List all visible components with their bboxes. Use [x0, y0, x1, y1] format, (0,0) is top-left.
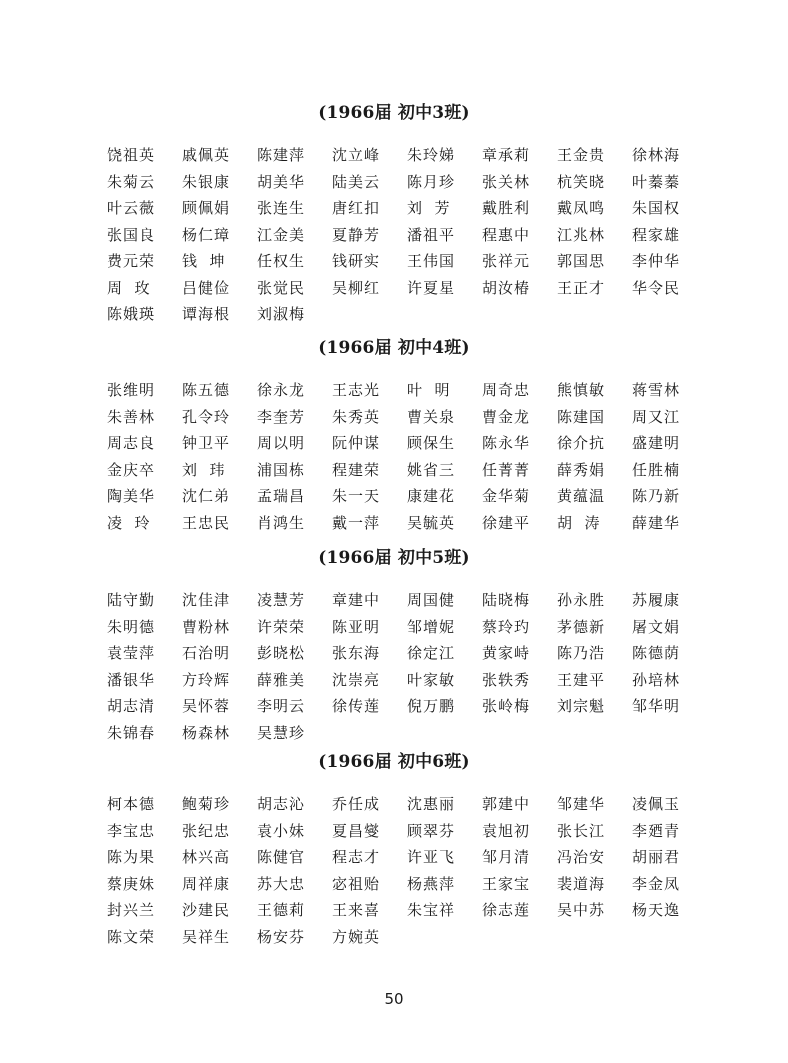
student-name: 黄蕴温: [557, 487, 606, 506]
student-name: 张轶秀: [482, 670, 531, 689]
student-name: 杨安芬: [257, 927, 306, 946]
student-name: 任胜楠: [632, 460, 681, 479]
name-grid: [107, 791, 707, 950]
name-row: [107, 142, 707, 169]
student-name: 刘 芳: [407, 199, 451, 218]
student-name: 凌慧芳: [257, 591, 306, 610]
name-row: [107, 457, 707, 484]
student-name: 康建花: [407, 487, 456, 506]
student-name: 茅德新: [557, 617, 606, 636]
student-name: 徐定江: [407, 644, 456, 663]
student-name: 王忠民: [182, 513, 231, 532]
class-section-3: [0, 102, 788, 328]
student-name: 江金美: [257, 225, 306, 244]
student-name: 章建中: [332, 591, 381, 610]
student-name: 王正才: [557, 278, 606, 297]
name-row: [107, 430, 707, 457]
student-name: 薛雅美: [257, 670, 306, 689]
student-name: 许亚飞: [407, 848, 456, 867]
student-name: 曹粉林: [182, 617, 231, 636]
student-name: 刘宗魁: [557, 697, 606, 716]
student-name: 费元荣: [107, 252, 156, 271]
student-name: 陈为果: [107, 848, 156, 867]
student-name: 方婉英: [332, 927, 381, 946]
student-name: 周以明: [257, 434, 306, 453]
section-title: (1966届 初中5班): [318, 548, 470, 568]
student-name: 张连生: [257, 199, 306, 218]
student-name: 叶蓁蓁: [632, 172, 681, 191]
student-name: 曹金龙: [482, 407, 531, 426]
student-name: 徐永龙: [257, 381, 306, 400]
student-name: 吴慧珍: [257, 723, 306, 742]
student-name: 徐介抗: [557, 434, 606, 453]
student-name: 杨森林: [182, 723, 231, 742]
student-name: 倪万鹏: [407, 697, 456, 716]
student-name: 陈文荣: [107, 927, 156, 946]
student-name: 夏昌燮: [332, 821, 381, 840]
student-name: 孙培林: [632, 670, 681, 689]
student-name: 徐建平: [482, 513, 531, 532]
student-name: 沈立峰: [332, 146, 381, 165]
student-name: 陆守勤: [107, 591, 156, 610]
name-row: [107, 248, 707, 275]
student-name: 阮仲谋: [332, 434, 381, 453]
student-name: 徐志莲: [482, 901, 531, 920]
student-name: 吴中苏: [557, 901, 606, 920]
student-name: 苏履康: [632, 591, 681, 610]
student-name: 王德莉: [257, 901, 306, 920]
student-name: 孙永胜: [557, 591, 606, 610]
student-name: 郭国思: [557, 252, 606, 271]
student-name: 钟卫平: [182, 434, 231, 453]
student-name: 陆美云: [332, 172, 381, 191]
name-row: [107, 587, 707, 614]
student-name: 胡志清: [107, 697, 156, 716]
student-name: 陈永华: [482, 434, 531, 453]
student-name: 陈五德: [182, 381, 231, 400]
student-name: 金华菊: [482, 487, 531, 506]
class-section-5: [0, 547, 788, 746]
page-number: 50: [384, 990, 404, 1008]
student-name: 钱研实: [332, 252, 381, 271]
student-name: 叶家敏: [407, 670, 456, 689]
student-name: 陆晓梅: [482, 591, 531, 610]
student-name: 谭海根: [182, 305, 231, 324]
student-name: 孔令玲: [182, 407, 231, 426]
name-row: [107, 404, 707, 431]
student-name: 陈建萍: [257, 146, 306, 165]
student-name: 胡志沁: [257, 795, 306, 814]
student-name: 任权生: [257, 252, 306, 271]
name-row: [107, 720, 707, 747]
student-name: 朱明德: [107, 617, 156, 636]
student-name: 薛秀娟: [557, 460, 606, 479]
name-row: [107, 844, 707, 871]
student-name: 程惠中: [482, 225, 531, 244]
student-name: 朱善林: [107, 407, 156, 426]
student-name: 袁莹萍: [107, 644, 156, 663]
student-name: 朱国权: [632, 199, 681, 218]
name-row: [107, 614, 707, 641]
student-name: 浦国栋: [257, 460, 306, 479]
student-name: 刘 玮: [182, 460, 226, 479]
student-name: 张长江: [557, 821, 606, 840]
student-name: 李仲华: [632, 252, 681, 271]
student-name: 鲍菊珍: [182, 795, 231, 814]
student-name: 周国健: [407, 591, 456, 610]
name-grid: [107, 377, 707, 536]
student-name: 朱宝祥: [407, 901, 456, 920]
name-row: [107, 275, 707, 302]
student-name: 陈健官: [257, 848, 306, 867]
name-grid: [107, 587, 707, 746]
student-name: 王志光: [332, 381, 381, 400]
student-name: 张国良: [107, 225, 156, 244]
student-name: 顾保生: [407, 434, 456, 453]
student-name: 戴一萍: [332, 513, 381, 532]
student-name: 张祥元: [482, 252, 531, 271]
section-title: (1966届 初中3班): [318, 103, 470, 123]
student-name: 朱菊云: [107, 172, 156, 191]
student-name: 钱 坤: [182, 252, 226, 271]
student-name: 程志才: [332, 848, 381, 867]
student-name: 曹关泉: [407, 407, 456, 426]
student-name: 陈乃浩: [557, 644, 606, 663]
student-name: 陈亚明: [332, 617, 381, 636]
student-name: 薛建华: [632, 513, 681, 532]
student-name: 唐红扣: [332, 199, 381, 218]
name-row: [107, 897, 707, 924]
class-section-4: [0, 337, 788, 536]
student-name: 盛建明: [632, 434, 681, 453]
student-name: 朱玲娣: [407, 146, 456, 165]
student-name: 蔡庚妹: [107, 874, 156, 893]
student-name: 戴凤鸣: [557, 199, 606, 218]
student-name: 周志良: [107, 434, 156, 453]
student-name: 饶祖英: [107, 146, 156, 165]
name-row: [107, 222, 707, 249]
student-name: 宓祖贻: [332, 874, 381, 893]
student-name: 华令民: [632, 278, 681, 297]
student-name: 周奇忠: [482, 381, 531, 400]
student-name: 朱锦春: [107, 723, 156, 742]
student-name: 吴柳红: [332, 278, 381, 297]
name-row: [107, 510, 707, 537]
student-name: 王建平: [557, 670, 606, 689]
student-name: 黄家峙: [482, 644, 531, 663]
student-name: 江兆林: [557, 225, 606, 244]
student-name: 刘淑梅: [257, 305, 306, 324]
student-name: 李宝忠: [107, 821, 156, 840]
student-name: 熊慎敏: [557, 381, 606, 400]
student-name: 张纪忠: [182, 821, 231, 840]
student-name: 任菁菁: [482, 460, 531, 479]
student-name: 张岭梅: [482, 697, 531, 716]
student-name: 顾佩娟: [182, 199, 231, 218]
name-row: [107, 640, 707, 667]
student-name: 王金贵: [557, 146, 606, 165]
name-row: [107, 377, 707, 404]
student-name: 金庆卒: [107, 460, 156, 479]
student-name: 吕健俭: [182, 278, 231, 297]
class-section-6: [0, 751, 788, 950]
student-name: 戚佩英: [182, 146, 231, 165]
student-name: 张维明: [107, 381, 156, 400]
student-name: 夏静芳: [332, 225, 381, 244]
student-name: 胡美华: [257, 172, 306, 191]
student-name: 沈仁弟: [182, 487, 231, 506]
student-name: 胡丽君: [632, 848, 681, 867]
student-name: 王家宝: [482, 874, 531, 893]
student-name: 彭晓松: [257, 644, 306, 663]
name-row: [107, 818, 707, 845]
student-name: 陶美华: [107, 487, 156, 506]
name-row: [107, 169, 707, 196]
student-name: 徐传莲: [332, 697, 381, 716]
student-name: 邹增妮: [407, 617, 456, 636]
student-name: 柯本德: [107, 795, 156, 814]
student-name: 叶 明: [407, 381, 451, 400]
student-name: 张关林: [482, 172, 531, 191]
student-name: 孟瑞昌: [257, 487, 306, 506]
student-name: 徐林海: [632, 146, 681, 165]
student-name: 肖鸿生: [257, 513, 306, 532]
student-name: 沈惠丽: [407, 795, 456, 814]
student-name: 沙建民: [182, 901, 231, 920]
student-name: 冯治安: [557, 848, 606, 867]
student-name: 王伟国: [407, 252, 456, 271]
student-name: 杨燕萍: [407, 874, 456, 893]
student-name: 李廼青: [632, 821, 681, 840]
name-row: [107, 693, 707, 720]
student-name: 李金凤: [632, 874, 681, 893]
student-name: 朱银康: [182, 172, 231, 191]
section-title: (1966届 初中6班): [318, 752, 470, 772]
student-name: 戴胜利: [482, 199, 531, 218]
student-name: 周又江: [632, 407, 681, 426]
student-name: 周祥康: [182, 874, 231, 893]
student-name: 许夏星: [407, 278, 456, 297]
student-name: 郭建中: [482, 795, 531, 814]
student-name: 邹华明: [632, 697, 681, 716]
name-row: [107, 924, 707, 951]
student-name: 章承莉: [482, 146, 531, 165]
student-name: 蔡玲玓: [482, 617, 531, 636]
section-title: (1966届 初中4班): [318, 338, 470, 358]
student-name: 周 玫: [107, 278, 151, 297]
student-name: 陈月珍: [407, 172, 456, 191]
student-name: 林兴高: [182, 848, 231, 867]
student-name: 胡 涛: [557, 513, 601, 532]
name-row: [107, 195, 707, 222]
student-name: 封兴兰: [107, 901, 156, 920]
student-name: 王来喜: [332, 901, 381, 920]
student-name: 李奎芳: [257, 407, 306, 426]
student-name: 陈娥瑛: [107, 305, 156, 324]
student-name: 程家雄: [632, 225, 681, 244]
student-name: 杨仁璋: [182, 225, 231, 244]
student-name: 陈德荫: [632, 644, 681, 663]
student-name: 凌 玲: [107, 513, 151, 532]
student-name: 陈乃新: [632, 487, 681, 506]
name-row: [107, 871, 707, 898]
student-name: 吴祥生: [182, 927, 231, 946]
student-name: 李明云: [257, 697, 306, 716]
student-name: 吴怀蓉: [182, 697, 231, 716]
student-name: 杭笑晓: [557, 172, 606, 191]
student-name: 潘银华: [107, 670, 156, 689]
student-name: 胡汝椿: [482, 278, 531, 297]
name-row: [107, 667, 707, 694]
student-name: 朱秀英: [332, 407, 381, 426]
student-name: 邹建华: [557, 795, 606, 814]
student-name: 叶云薇: [107, 199, 156, 218]
student-name: 潘祖平: [407, 225, 456, 244]
student-name: 顾翠芬: [407, 821, 456, 840]
name-row: [107, 483, 707, 510]
student-name: 程建荣: [332, 460, 381, 479]
student-name: 许荣荣: [257, 617, 306, 636]
student-name: 姚省三: [407, 460, 456, 479]
name-grid: [107, 142, 707, 328]
student-name: 方玲辉: [182, 670, 231, 689]
student-name: 石治明: [182, 644, 231, 663]
student-name: 沈佳津: [182, 591, 231, 610]
name-row: [107, 791, 707, 818]
student-name: 苏大忠: [257, 874, 306, 893]
name-row: [107, 301, 707, 328]
student-name: 裴道海: [557, 874, 606, 893]
student-name: 乔任成: [332, 795, 381, 814]
student-name: 杨天逸: [632, 901, 681, 920]
student-name: 蒋雪林: [632, 381, 681, 400]
student-name: 沈崇亮: [332, 670, 381, 689]
student-name: 张觉民: [257, 278, 306, 297]
student-name: 屠文娟: [632, 617, 681, 636]
student-name: 凌佩玉: [632, 795, 681, 814]
student-name: 吴毓英: [407, 513, 456, 532]
student-name: 陈建国: [557, 407, 606, 426]
student-name: 邹月清: [482, 848, 531, 867]
student-name: 张东海: [332, 644, 381, 663]
student-name: 袁旭初: [482, 821, 531, 840]
student-name: 袁小妹: [257, 821, 306, 840]
student-name: 朱一天: [332, 487, 381, 506]
